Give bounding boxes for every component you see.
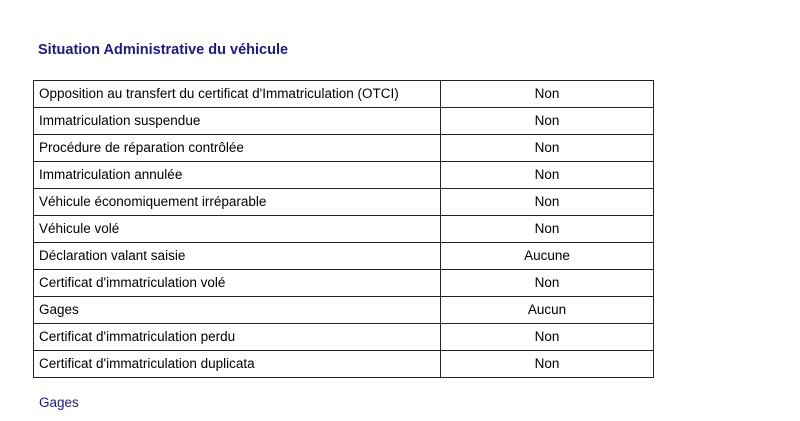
row-label: Véhicule économiquement irréparable	[34, 189, 441, 216]
table-row	[34, 135, 654, 162]
table-row	[34, 189, 654, 216]
row-value: Aucun	[441, 297, 654, 324]
admin-status-table	[33, 80, 654, 378]
row-label: Certificat d'immatriculation duplicata	[34, 351, 441, 378]
row-label: Immatriculation suspendue	[34, 108, 441, 135]
row-label: Certificat d'immatriculation perdu	[34, 324, 441, 351]
table-row	[34, 351, 654, 378]
table-row	[34, 270, 654, 297]
section-title: Situation Administrative du véhicule	[38, 42, 289, 58]
gages-link[interactable]: Gages	[39, 395, 79, 410]
row-value: Aucune	[441, 243, 654, 270]
row-value: Non	[441, 270, 654, 297]
row-label: Certificat d'immatriculation volé	[34, 270, 441, 297]
row-label: Gages	[34, 297, 441, 324]
row-value: Non	[441, 135, 654, 162]
row-label: Véhicule volé	[34, 216, 441, 243]
table-row	[34, 243, 654, 270]
row-value: Non	[441, 108, 654, 135]
table-row	[34, 216, 654, 243]
table-row	[34, 81, 654, 108]
row-value: Non	[441, 189, 654, 216]
row-value: Non	[441, 162, 654, 189]
table-row	[34, 297, 654, 324]
row-label: Procédure de réparation contrôlée	[34, 135, 441, 162]
row-label: Immatriculation annulée	[34, 162, 441, 189]
row-value: Non	[441, 351, 654, 378]
table-row	[34, 108, 654, 135]
row-label: Déclaration valant saisie	[34, 243, 441, 270]
row-value: Non	[441, 81, 654, 108]
table-row	[34, 162, 654, 189]
row-value: Non	[441, 216, 654, 243]
row-label: Opposition au transfert du certificat d'Immatriculation (OTCI)	[34, 81, 441, 108]
row-value: Non	[441, 324, 654, 351]
table-row	[34, 324, 654, 351]
